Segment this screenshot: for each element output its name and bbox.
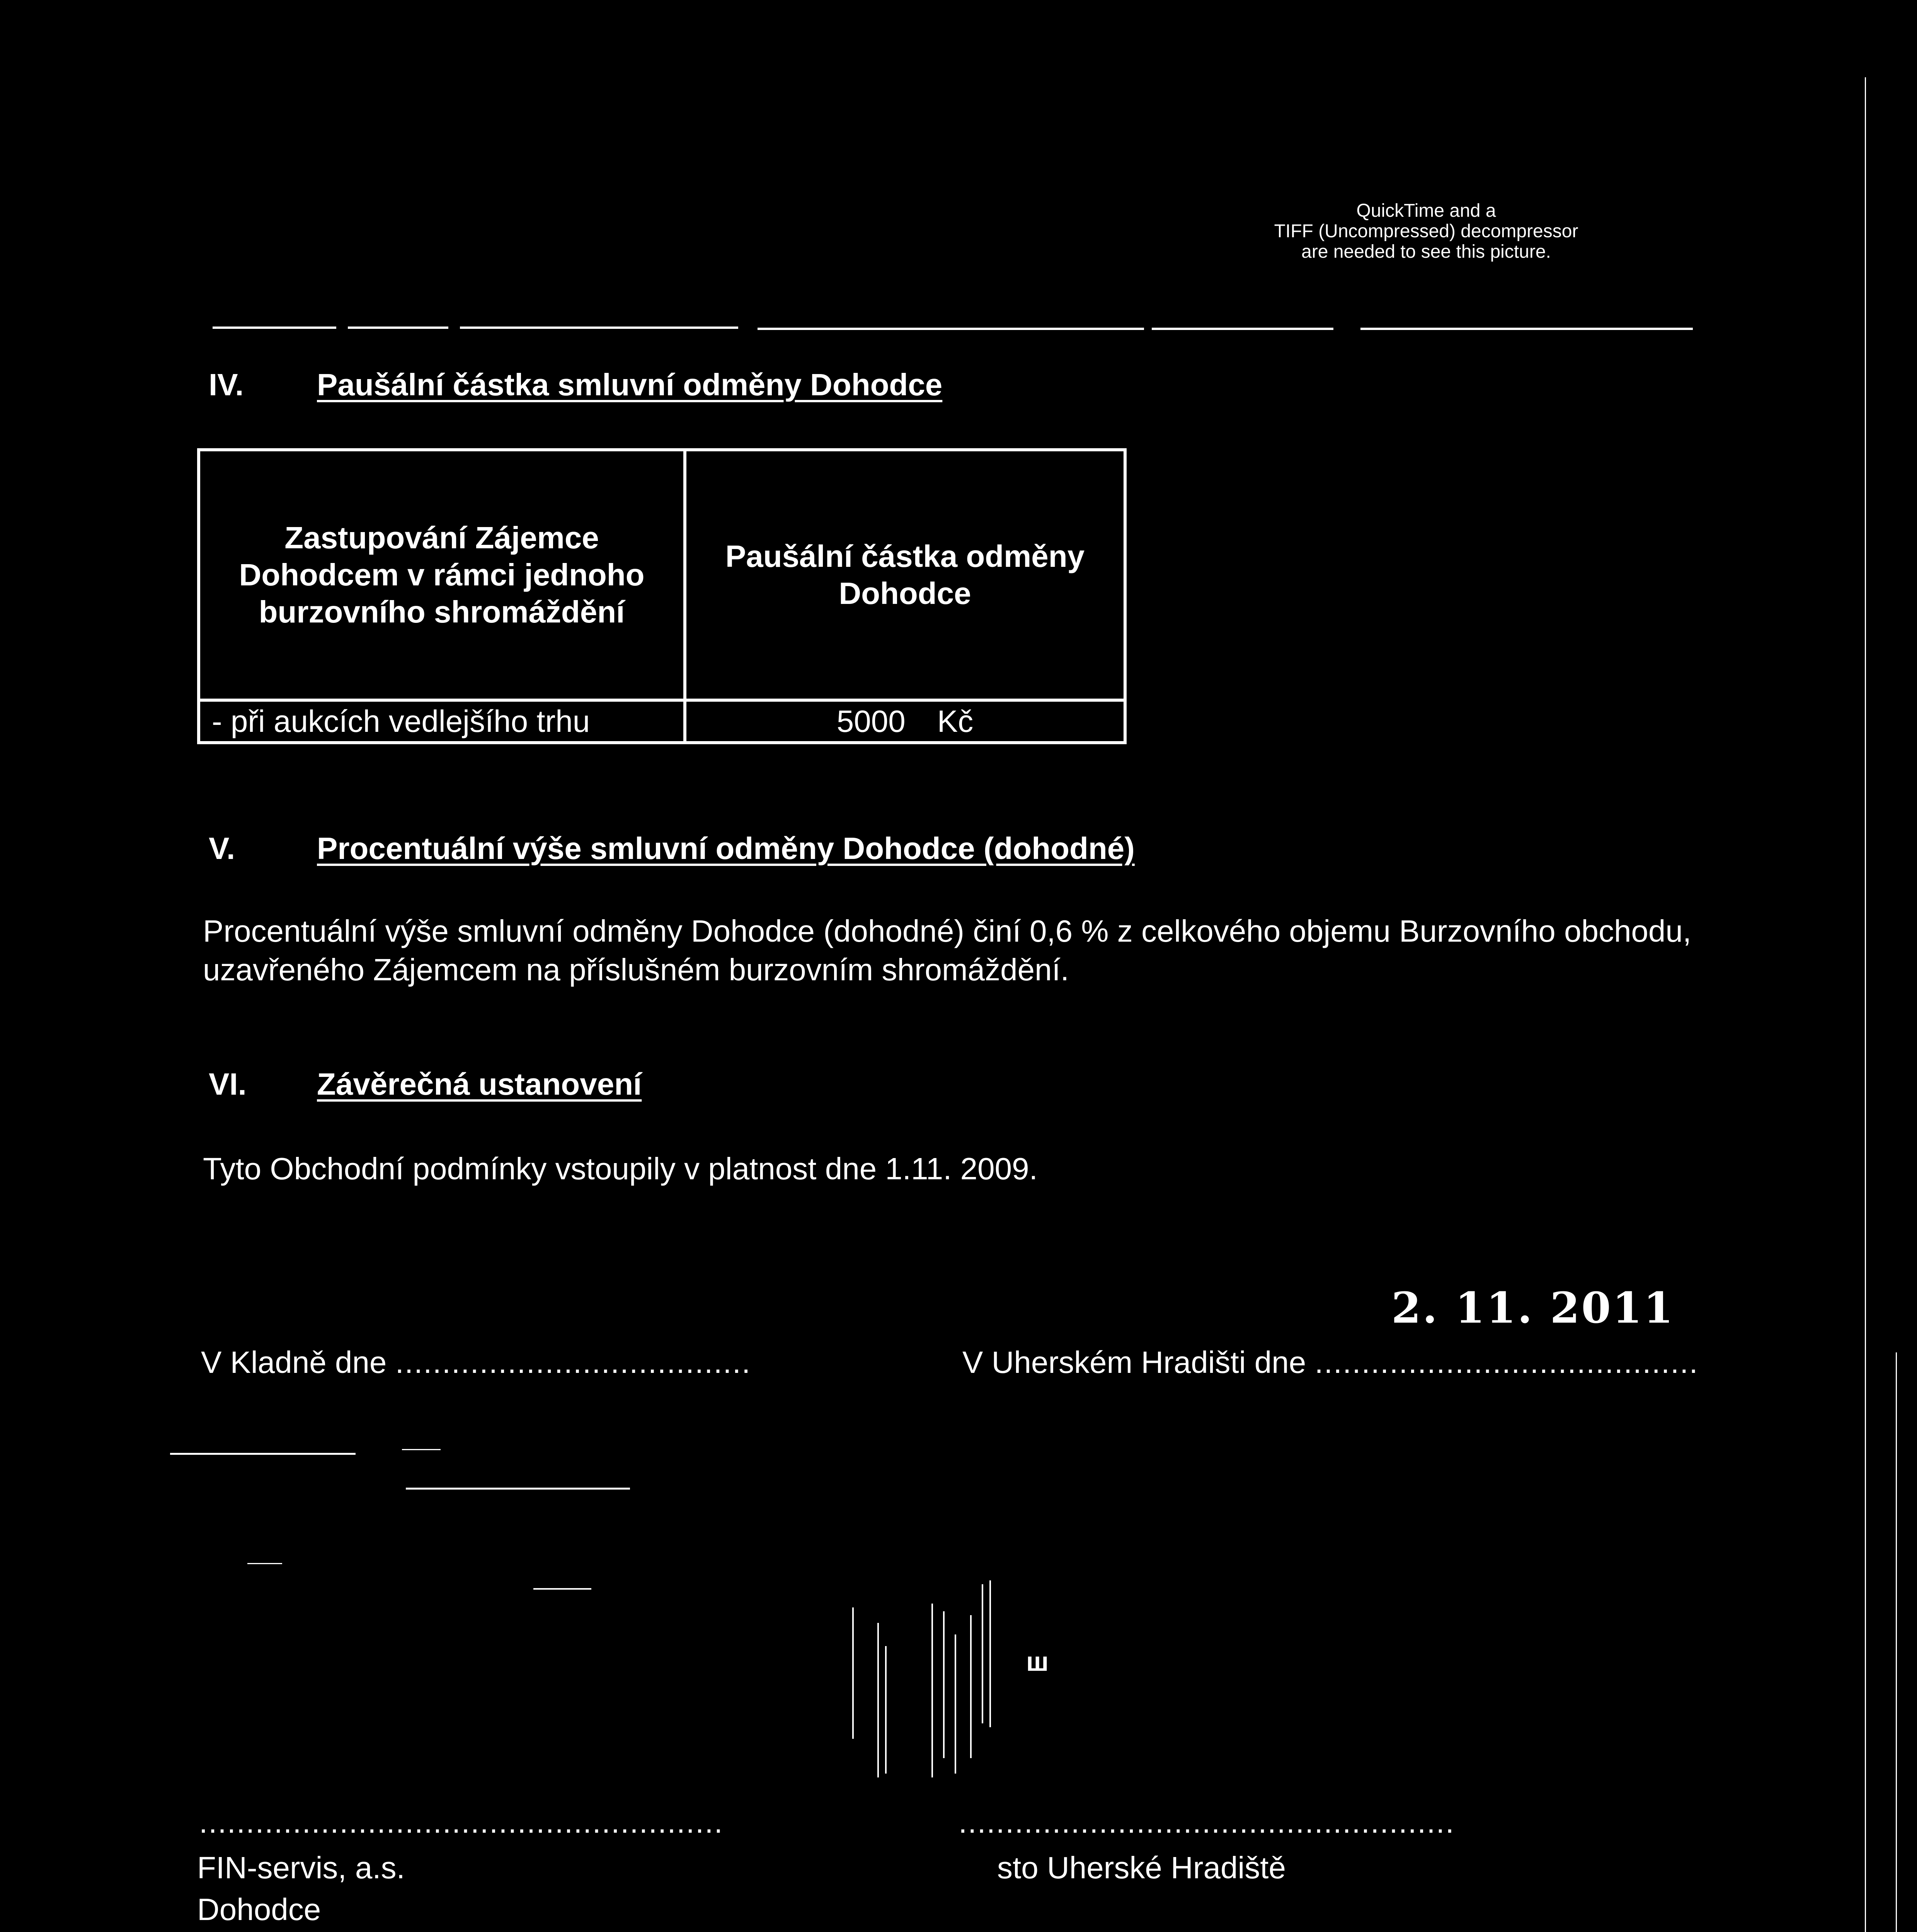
left-place-date <box>201 1345 751 1380</box>
fee-table-header-left: Zastupování Zájemce Dohodcem v rámci jednoho burzovního shromáždění <box>199 450 685 700</box>
quicktime-line-1: QuickTime and a <box>1356 201 1496 221</box>
left-party-role: Dohodce <box>197 1892 321 1927</box>
right-signature-line: ..................................................... <box>958 1805 1455 1839</box>
section-5-text: Procentuální výše smluvní odměny Dohodce (dohodné) činí 0,6 % z celkového objemu Burzovního obchodu, uzavřeného Zájemcem na příslušném burzovním shromáždění. <box>203 914 1692 987</box>
left-date-dots: ...................................... <box>395 1345 751 1379</box>
fee-table-header-right: Paušální částka odměny Dohodce <box>685 450 1125 700</box>
fee-table-row-label: - při aukcích vedlejšího trhu <box>199 700 685 743</box>
fee-amount: 5000 <box>836 704 906 738</box>
left-place-label: V Kladně dne <box>201 1345 387 1379</box>
fee-table <box>197 448 1127 744</box>
section-5-title: Procentuální výše smluvní odměny Dohodce (dohodné) <box>317 831 1135 866</box>
right-place-date <box>962 1345 1699 1380</box>
quicktime-line-2: TIFF (Uncompressed) decompressor <box>1274 221 1578 242</box>
left-party <box>197 1847 405 1930</box>
fee-table-row <box>199 700 1125 743</box>
section-4-title: Paušální částka smluvní odměny Dohodce <box>317 367 943 402</box>
section-5-number: V. <box>209 831 235 866</box>
quicktime-placeholder <box>1252 201 1600 262</box>
handwritten-date: 2. 11. 2011 <box>1391 1283 1675 1333</box>
section-4-number: IV. <box>209 367 244 402</box>
fee-table-row-value <box>685 700 1125 743</box>
quicktime-line-3: are needed to see this picture. <box>1301 241 1551 262</box>
section-6-number: VI. <box>209 1067 247 1101</box>
left-signature-line: ........................................................ <box>199 1805 724 1839</box>
right-date-dots: ......................................... <box>1314 1345 1699 1379</box>
stamp-fragment: ш <box>1026 1646 1049 1677</box>
fee-table-header-row <box>199 450 1125 700</box>
section-6-text: Tyto Obchodní podmínky vstoupily v platnost dne 1.11. 2009. <box>203 1151 1038 1186</box>
fee-currency: Kč <box>937 704 974 738</box>
left-party-name: FIN-servis, a.s. <box>197 1850 405 1885</box>
right-party-name: sto Uherské Hradiště <box>997 1850 1286 1885</box>
right-place-label: V Uherském Hradišti dne <box>962 1345 1306 1379</box>
section-6-title: Závěrečná ustanovení <box>317 1067 642 1101</box>
